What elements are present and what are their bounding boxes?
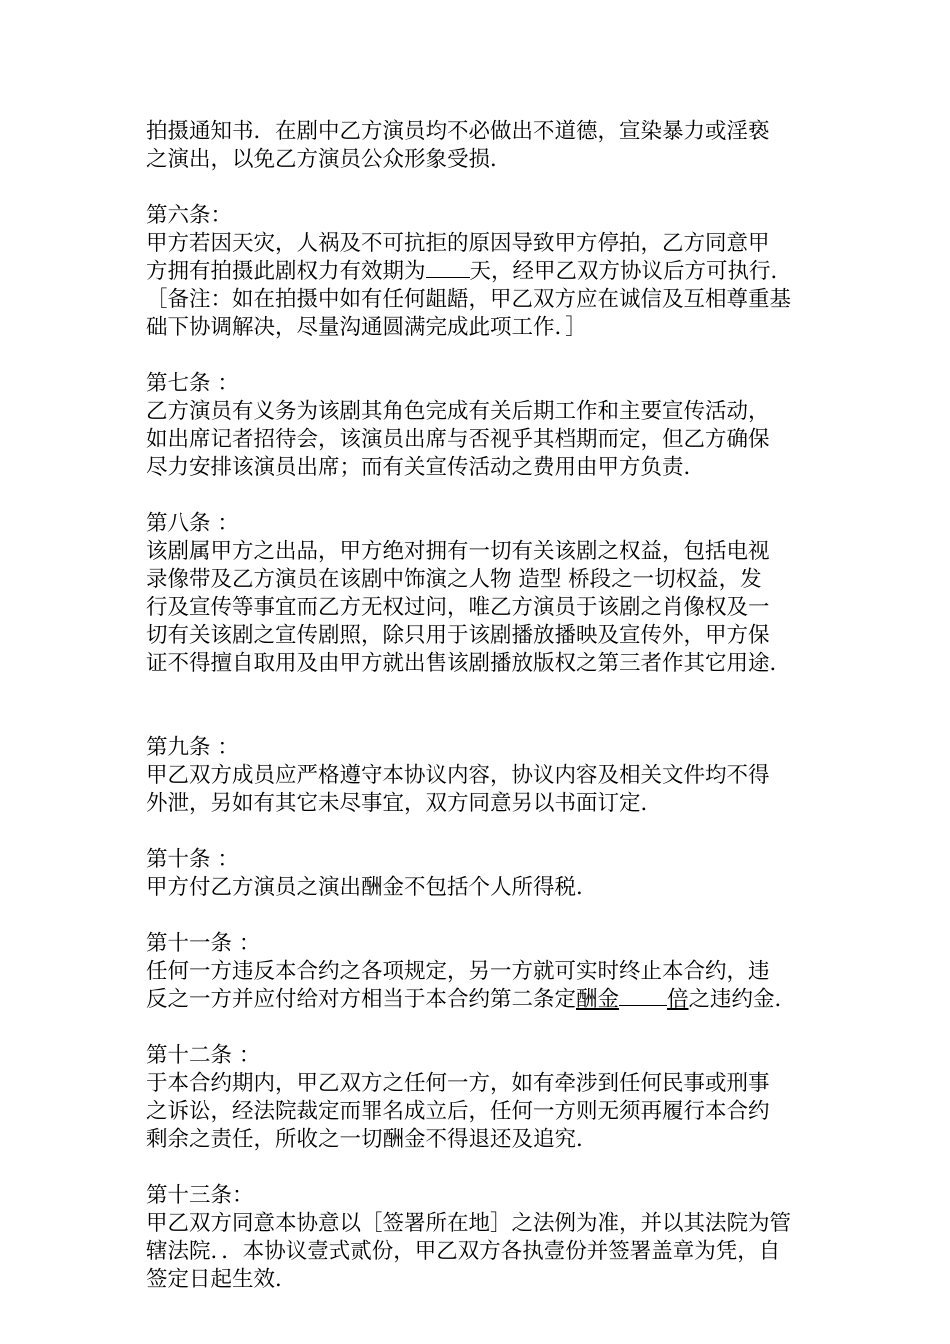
article-6-line-2-pre: 方拥有拍摄此剧权力有效期为 (146, 259, 426, 284)
multiplier-blank (619, 1005, 667, 1006)
article-12-line: 之诉讼，经法院裁定而罪名成立后，任何一方则无须再履行本合约 (146, 1099, 770, 1124)
article-6-line-3: ［备注：如在拍摄中如有任何龃龉，甲乙双方应在诚信及互相尊重基 (146, 287, 792, 312)
article-7-line: 乙方演员有义务为该剧其角色完成有关后期工作和主要宣传活动， (146, 399, 770, 424)
article-13-line: 签定日起生效． (146, 1267, 297, 1292)
article-8-title: 第八条 ： (146, 511, 239, 536)
article-7-title: 第七条 ： (146, 371, 239, 396)
article-10-line: 甲方付乙方演员之演出酬金不包括个人所得税． (146, 875, 598, 900)
article-9-title: 第九条 ： (146, 735, 239, 760)
remuneration-underlined: 酬金 (576, 987, 620, 1012)
article-11-line-2-post: 之违约金． (688, 987, 797, 1012)
article-9-line: 甲乙双方成员应严格遵守本协议内容，协议内容及相关文件均不得 (146, 763, 770, 788)
article-7-line: 尽力安排该演员出席；而有关宣传活动之费用由甲方负责． (146, 455, 706, 480)
intro-line-1: 拍摄通知书．在剧中乙方演员均不必做出不道德，宣染暴力或淫亵 (146, 119, 770, 144)
intro-line-2: 之演出，以免乙方演员公众形象受损． (146, 147, 512, 172)
article-11-line-2-pre: 反之一方并应付给对方相当于本合约第二条定 (146, 987, 577, 1012)
article-9-line: 外泄，另如有其它未尽事宜，双方同意另以书面订定． (146, 791, 663, 816)
article-8-line: 行及宣传等事宜而乙方无权过问，唯乙方演员于该剧之肖像权及一 (146, 595, 770, 620)
article-8-line: 切有关该剧之宣传剧照，除只用于该剧播放播映及宣传外，甲方保 (146, 623, 770, 648)
times-underlined: 倍 (667, 987, 689, 1012)
days-blank (426, 277, 470, 278)
article-6-line-2-post: 天，经甲乙双方协议后方可执行． (469, 259, 793, 284)
article-7-line: 如出席记者招待会，该演员出席与否视乎其档期而定，但乙方确保 (146, 427, 770, 452)
article-8-line: 证不得擅自取用及由甲方就出售该剧播放版权之第三者作其它用途． (146, 651, 792, 676)
article-12-line: 剩余之责任，所收之一切酬金不得退还及追究． (146, 1127, 598, 1152)
article-13-line: 甲乙双方同意本协意以［签署所在地］之法例为准，并以其法院为管 (146, 1211, 792, 1236)
article-6-line-1: 甲方若因天灾，人祸及不可抗拒的原因导致甲方停拍，乙方同意甲 (146, 231, 770, 256)
article-6-line-2 (146, 258, 816, 286)
article-8-line: 录像带及乙方演员在该剧中饰演之人物 造型 桥段之一切权益，发 (146, 567, 762, 592)
article-6-line-4: 础下协调解决，尽量沟通圆满完成此项工作．］ (146, 315, 587, 340)
article-10-title: 第十条 ： (146, 847, 239, 872)
article-13-line: 辖法院．．本协议壹式贰份，甲乙双方各执壹份并签署盖章为凭，自 (146, 1239, 781, 1264)
contract-body (146, 118, 816, 1294)
article-11-line-1: 任何一方违反本合约之各项规定，另一方就可实时终止本合约，违 (146, 959, 770, 984)
article-12-line: 于本合约期内，甲乙双方之任何一方，如有牵涉到任何民事或刑事 (146, 1071, 770, 1096)
article-8-line: 该剧属甲方之出品，甲方绝对拥有一切有关该剧之权益，包括电视 (146, 539, 770, 564)
article-13-title: 第十三条： (146, 1183, 254, 1208)
article-6-title: 第六条： (146, 203, 233, 228)
article-11-title: 第十一条 ： (146, 931, 261, 956)
article-12-title: 第十二条 ： (146, 1043, 261, 1068)
article-11-line-2 (146, 986, 816, 1014)
